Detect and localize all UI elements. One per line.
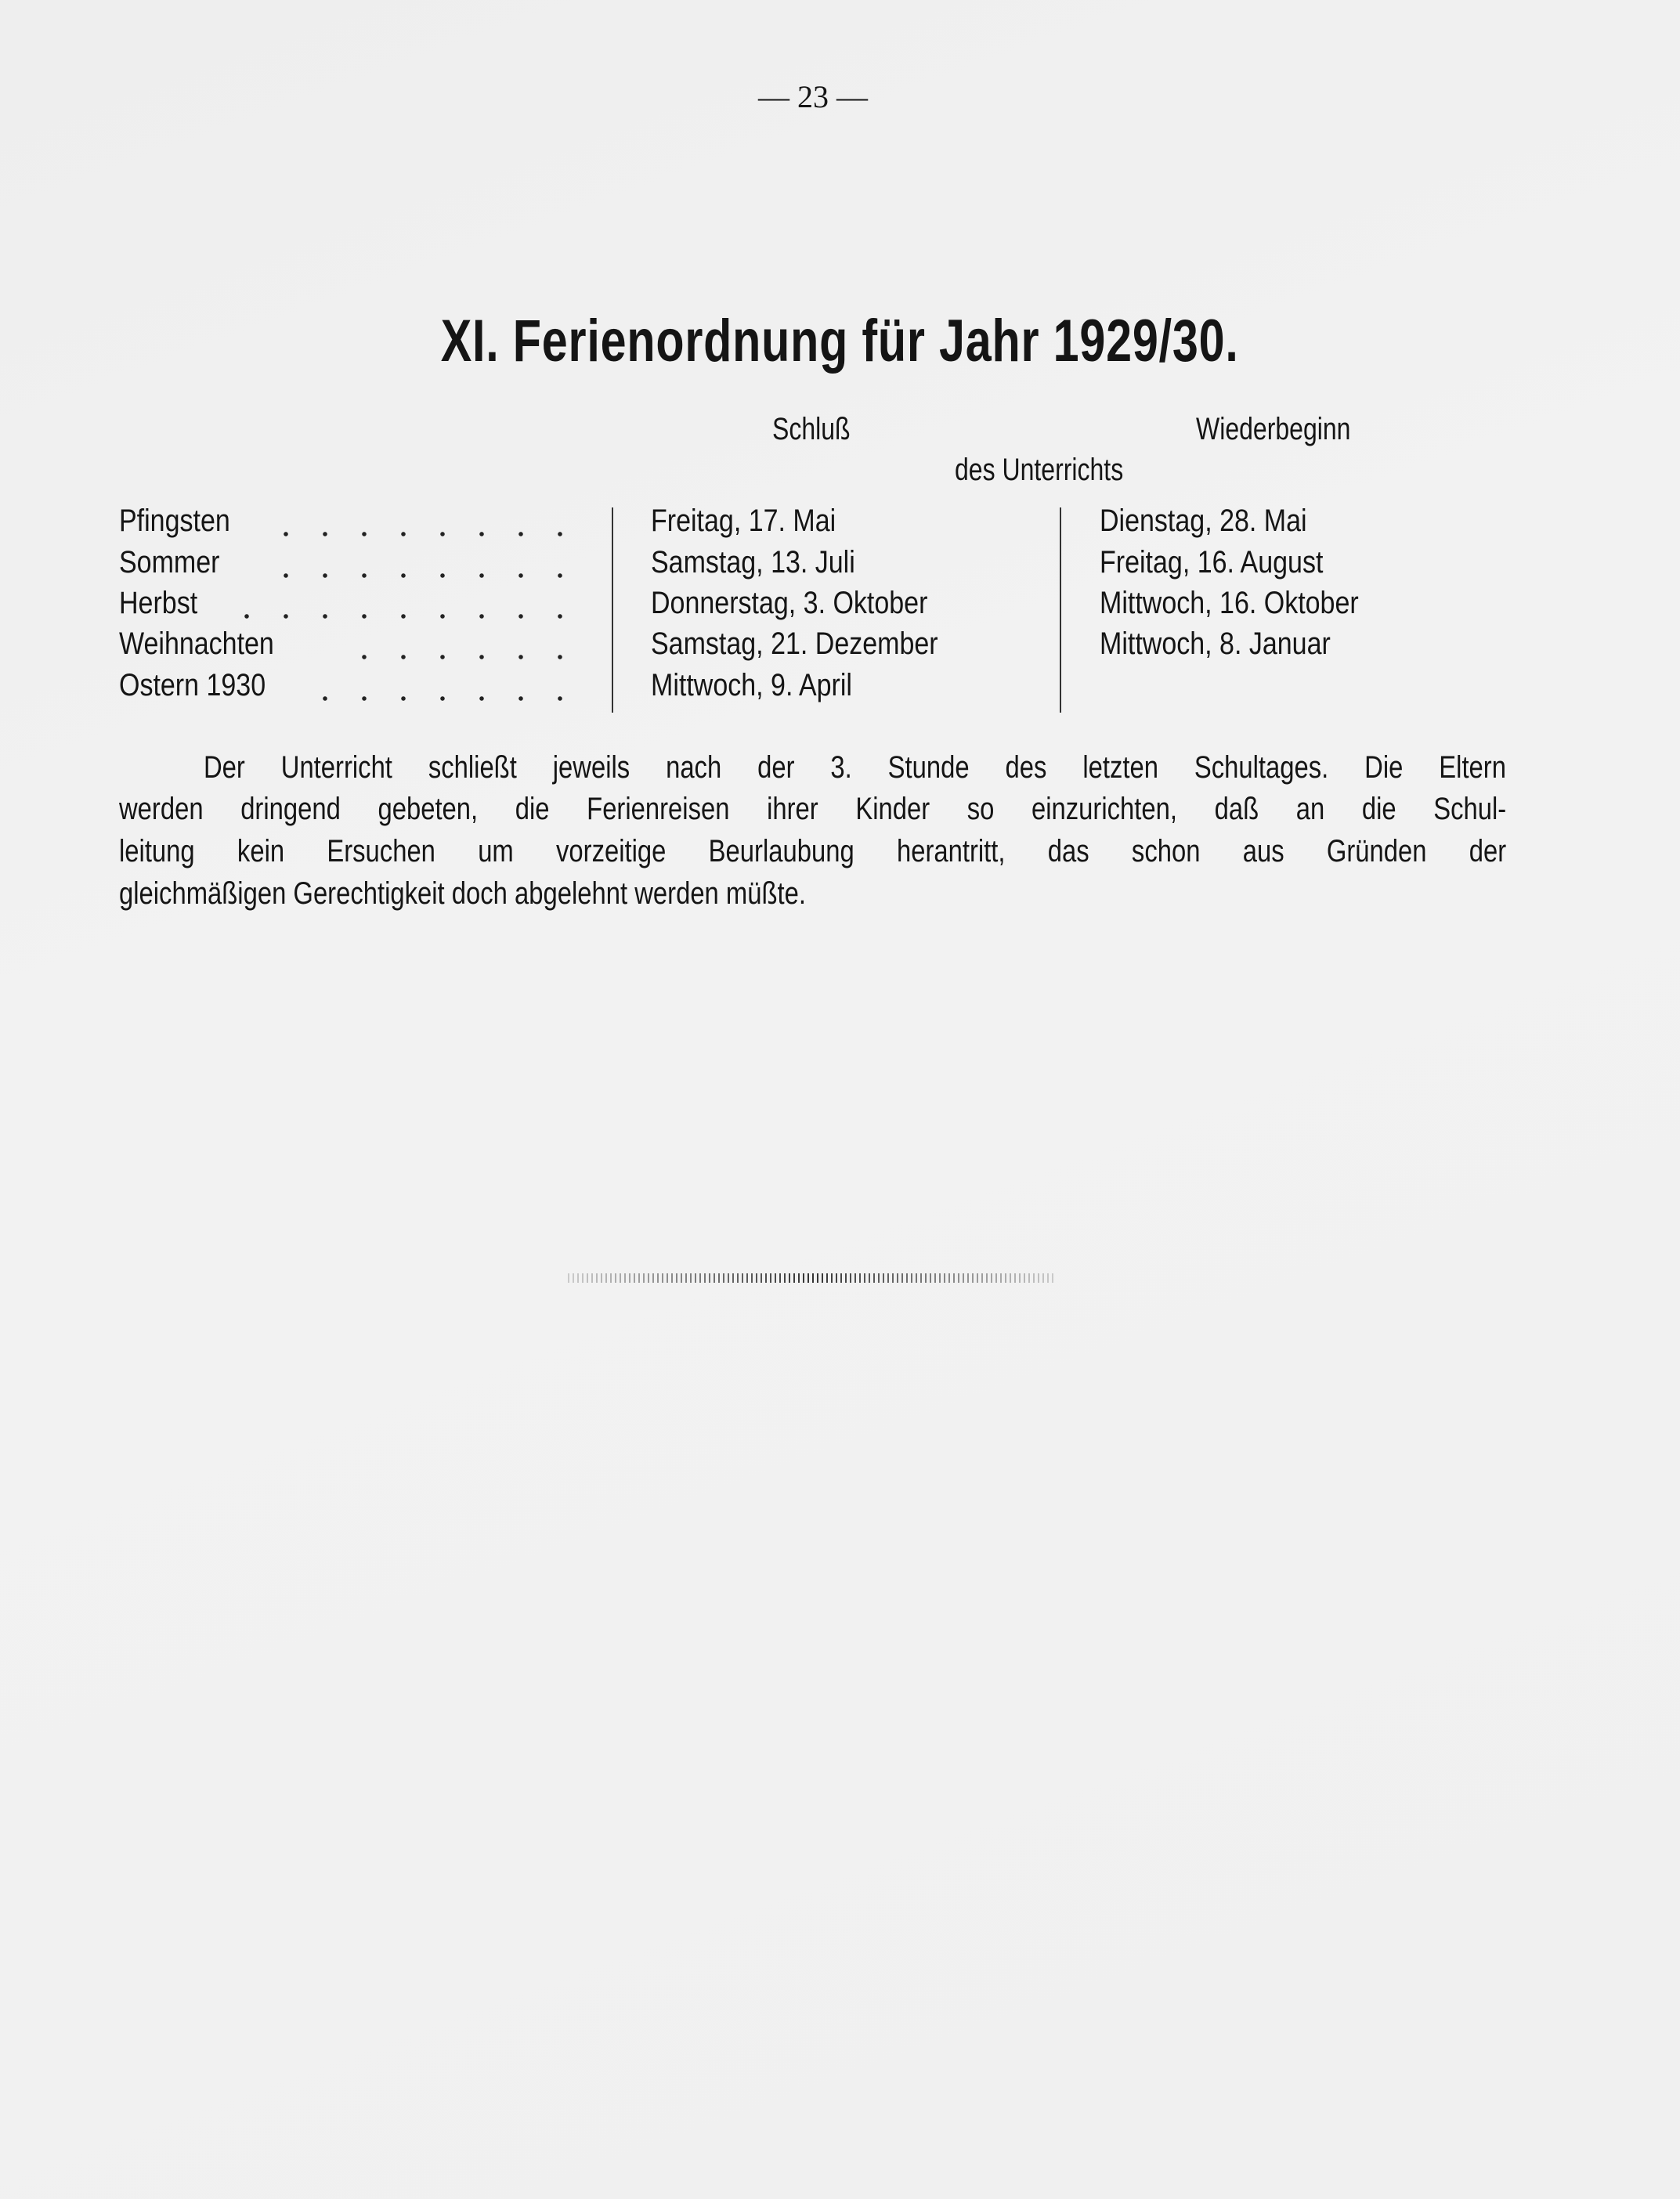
table-row	[0, 586, 1680, 627]
resume-date: Mittwoch, 16. Oktober	[1100, 586, 1359, 620]
dot-leader	[258, 573, 580, 578]
header-resume: Wiederbeginn	[1196, 412, 1351, 446]
dot-leader	[309, 696, 580, 701]
dot-leader	[270, 532, 580, 536]
section-title-text: XI. Ferienordnung für Jahr 1929/30.	[441, 308, 1239, 374]
ornamental-rule	[568, 1273, 1056, 1283]
header-subtitle: des Unterrichts	[955, 453, 1124, 487]
paragraph-line: Der Unterricht schließt jeweils nach der 3. Stunde des letzten Schultages. Die Eltern	[204, 750, 1506, 785]
table-row	[0, 545, 1680, 587]
holiday-name: Weihnachten	[119, 626, 274, 661]
dot-leader	[337, 655, 580, 659]
close-date: Samstag, 13. Juli	[651, 545, 855, 580]
holiday-name: Herbst	[119, 586, 198, 620]
close-date: Donnerstag, 3. Oktober	[651, 586, 928, 620]
section-title	[0, 307, 1680, 375]
close-date: Freitag, 17. Mai	[651, 504, 836, 538]
holiday-name: Sommer	[119, 545, 220, 580]
holiday-name: Pfingsten	[119, 504, 230, 538]
paragraph-line: gleichmäßigen Gerechtigkeit doch abgelehnt werden müßte.	[119, 876, 806, 911]
table-row	[0, 504, 1680, 545]
table-row	[0, 668, 1680, 710]
holiday-name: Ostern 1930	[119, 668, 266, 702]
dot-leader	[211, 614, 580, 619]
resume-date: Freitag, 16. August	[1100, 545, 1324, 580]
paragraph-line: werden dringend gebeten, die Ferienreisen ihrer Kinder so einzurichten, daß an die Schul-	[119, 792, 1507, 826]
table-row	[0, 626, 1680, 668]
resume-date: Dienstag, 28. Mai	[1100, 504, 1307, 538]
close-date: Samstag, 21. Dezember	[651, 626, 938, 661]
paragraph-line: leitung kein Ersuchen um vorzeitige Beurlaubung herantritt, das schon aus Gründen der	[119, 834, 1507, 868]
page-number: — 23 —	[758, 79, 868, 114]
close-date: Mittwoch, 9. April	[651, 668, 852, 702]
header-close: Schluß	[772, 412, 851, 446]
resume-date: Mittwoch, 8. Januar	[1100, 626, 1331, 661]
